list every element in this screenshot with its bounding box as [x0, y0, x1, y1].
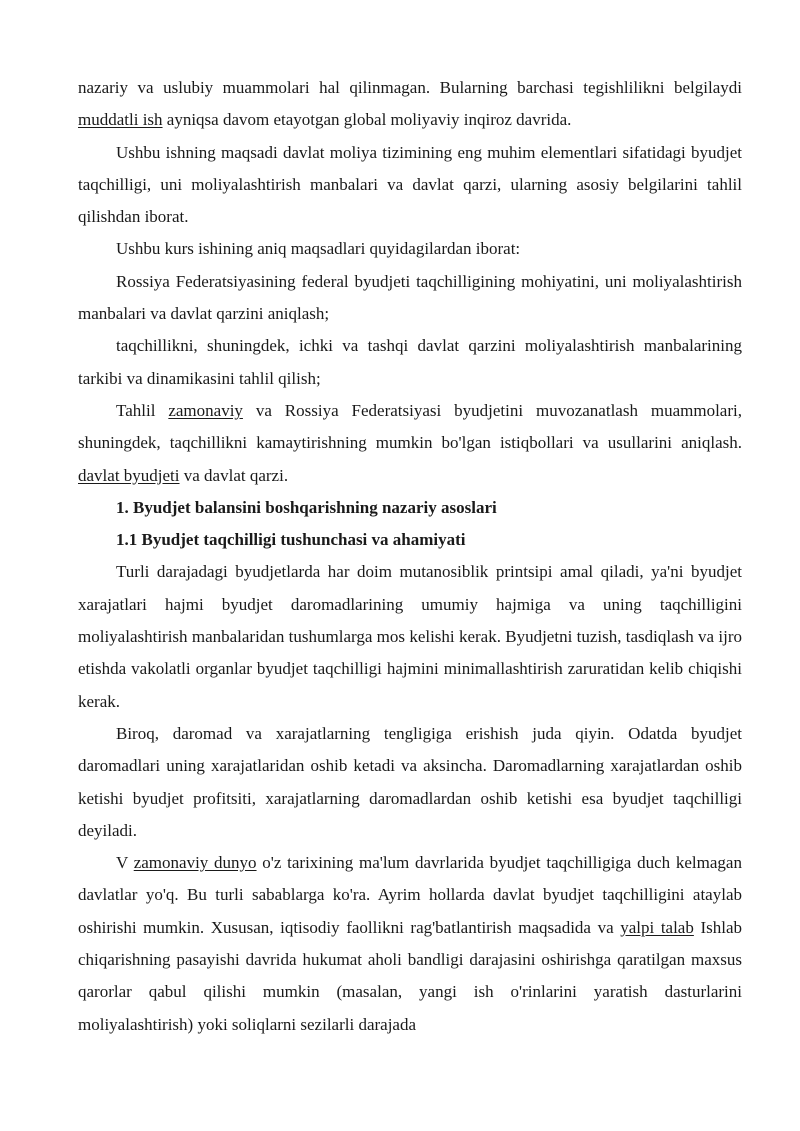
hyperlink-yalpi-talab[interactable]: yalpi talab: [620, 917, 694, 937]
paragraph-modern-world: [78, 847, 742, 1041]
paragraph-balance-principle: Turli darajadagi byudjetlarda har doim mutanosiblik printsipi amal qiladi, ya'ni byudjet xarajatlari hajmi byudjet daromadlarining umumiy hajmiga va uning taqchilligini moliyalashtirish manbalaridan tushumlarga mos kelishi kerak. Byudjetni tuzish, tasdiqlash va ijro etishda vakolatli organlar byudjet taqchilligi hajmini minimallashtirish zaruratidan kelib chiqishi kerak.: [78, 562, 742, 711]
section-heading: 1. Byudjet balansini boshqarishning nazariy asoslari: [116, 497, 497, 517]
text-run: o'z tarixining ma'lum davrlarida byudjet taqchilligiga duch kelmagan davlatlar yo'q. Bu turli sabablarga ko'ra. Ayrim hollarda davlat byudjet taqchilligini ataylab oshirishi mumkin. Xususan, iqtisodiy faollikni rag'batlantirish maqsadida va: [78, 853, 742, 937]
text-run: va davlat qarzi.: [179, 465, 289, 485]
hyperlink-zamonaviy[interactable]: zamonaviy: [168, 400, 243, 420]
paragraph-objective-1: Rossiya Federatsiyasining federal byudjeti taqchilligining mohiyatini, uni moliyalashtirish manbalari va davlat qarzini aniqlash;: [78, 271, 742, 324]
hyperlink-muddatli-ish[interactable]: muddatli ish: [78, 110, 163, 130]
subsection-heading: 1.1 Byudjet taqchilligi tushunchasi va ahamiyati: [116, 530, 466, 550]
paragraph-1: [78, 72, 742, 137]
text-run: Ishlab chiqarishning pasayishi davrida hukumat aholi bandligi darajasini oshirishga qaratilgan maxsus qarorlar qabul qilishi mumkin (masalan, yangi ish o'rinlarini yaratish dasturlarini moliyalashtirish) yoki soliqlarni sezilarli darajada: [78, 917, 743, 1034]
text-run: ayniqsa davom etayotgan global moliyaviy inqiroz davrida.: [162, 110, 572, 130]
text-run: V: [116, 853, 134, 873]
paragraph-objectives-intro: Ushbu kurs ishining aniq maqsadlari quyidagilardan iborat:: [116, 239, 521, 259]
text-run: va Rossiya Federatsiyasi byudjetini muvozanatlash muammolari, shuningdek, taqchillikni kamaytirishning mumkin bo'lgan istiqbollari va usullarini aniqlash.: [78, 400, 742, 453]
text-run: Tahlil: [116, 400, 169, 420]
paragraph-goal: Ushbu ishning maqsadi davlat moliya tizimining eng muhim elementlari sifatidagi byudjet taqchilligi, uni moliyalashtirish manbalari va davlat qarzi, ularning asosiy belgilarini tahlil qilishdan iborat.: [78, 142, 742, 227]
hyperlink-zamonaviy-dunyo[interactable]: zamonaviy dunyo: [133, 853, 257, 873]
text-run: nazariy va uslubiy muammolari hal qilinmagan. Bularning barchasi tegishlilikni belgilaydi: [78, 78, 742, 97]
paragraph-objective-3: [78, 395, 742, 492]
paragraph-deficit-definition: Biroq, daromad va xarajatlarning tengligiga erishish juda qiyin. Odatda byudjet daromadlari uning xarajatlaridan oshib ketadi va aksincha. Daromadlarning xarajatlardan oshib ketishi byudjet profitsiti, xarajatlarning daromadlardan oshib ketishi esa byudjet taqchilligi deyiladi.: [78, 723, 742, 840]
hyperlink-davlat-byudjeti[interactable]: davlat byudjeti: [78, 465, 180, 485]
paragraph-objective-2: taqchillikni, shuningdek, ichki va tashqi davlat qarzini moliyalashtirish manbalarining tarkibi va dinamikasini tahlil qilish;: [78, 336, 742, 388]
